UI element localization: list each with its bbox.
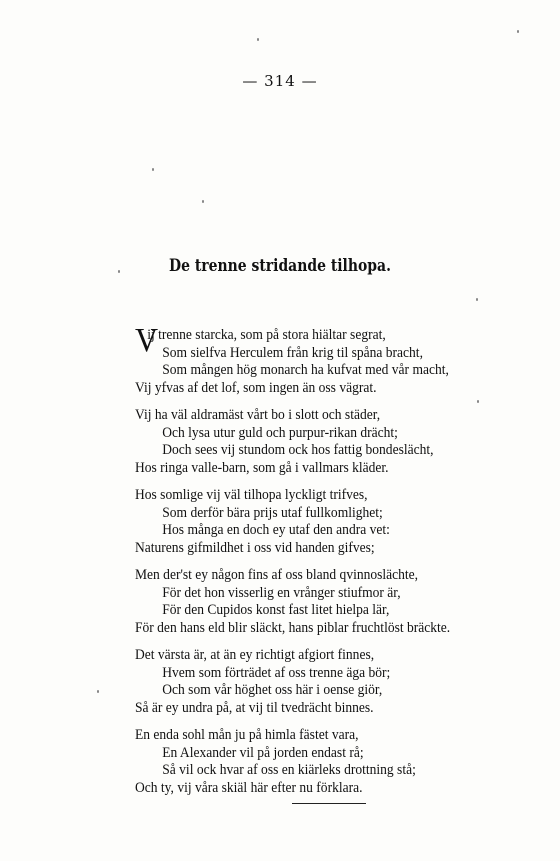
poem-line: För den hans eld blir släckt, hans piblar fruchtlöst bräckte. xyxy=(135,619,451,636)
scan-speck xyxy=(257,38,259,41)
scan-speck xyxy=(477,400,479,403)
scan-speck xyxy=(517,30,519,33)
stanza xyxy=(135,647,505,717)
closing-rule xyxy=(292,803,366,804)
poem-line: Som mången hög monarch ha kufvat med vår macht, xyxy=(162,362,449,378)
poem-line: Och som vår höghet oss här i oense giör, xyxy=(162,682,383,698)
page-number: — 314 — xyxy=(242,72,318,90)
poem-line: Så vil ock hvar af oss en kiärleks drottning stå; xyxy=(162,762,416,778)
poem-body xyxy=(135,322,505,807)
poem-line: Men der'st ey någon fins af oss bland qvinnoslächte, xyxy=(135,567,419,583)
poem-line: Som derför bära prijs utaf fullkomlighet; xyxy=(162,504,383,521)
scan-speck xyxy=(202,200,204,203)
stanza xyxy=(135,727,505,797)
poem-line: Så är ey undra på, at vij til tvedrächt binnes. xyxy=(135,699,374,716)
poem-line: Hvem som förträdet af oss trenne äga bör; xyxy=(162,664,391,681)
poem-line: Som sielfva Herculem från krig til spåna bracht, xyxy=(162,344,423,361)
poem-line: Vij yfvas af det lof, som ingen än oss vägrat. xyxy=(135,379,377,396)
poem-line: Doch sees vij stundom ock hos fattig bondeslächt, xyxy=(162,442,434,458)
stanza xyxy=(135,567,505,637)
scan-speck xyxy=(97,690,99,693)
scan-speck xyxy=(118,270,120,273)
poem-line: För det hon visserlig en vrånger stiufmor är, xyxy=(162,584,401,601)
poem-line-text: ij trenne starcka, som på stora hiältar segrat, xyxy=(147,327,386,343)
stanza xyxy=(135,407,505,477)
drop-cap: V xyxy=(135,322,159,359)
poem-line: Och lysa utur guld och purpur-rikan drächt; xyxy=(162,424,398,441)
poem-line: Hos många en doch ey utaf den andra vet: xyxy=(162,522,390,538)
poem-title: De trenne stridande tilhopa. xyxy=(169,256,391,276)
poem-line: Och ty, vij våra skiäl här efter nu förklara. xyxy=(135,779,363,796)
poem-line: För den Cupidos konst fast litet hielpa lär, xyxy=(162,602,390,618)
scan-speck xyxy=(476,298,478,301)
poem-line: Hos ringa valle-barn, som gå i vallmars kläder. xyxy=(135,459,389,476)
stanza xyxy=(135,487,505,557)
poem-line: Vij ha väl aldramäst vårt bo i slott och städer, xyxy=(135,407,381,423)
poem-line: Det värsta är, at än ey richtigt afgiort finnes, xyxy=(135,647,375,663)
poem-line: En Alexander vil på jorden endast rå; xyxy=(162,744,364,761)
stanza xyxy=(135,322,505,397)
scan-speck xyxy=(152,168,154,171)
poem-line: Hos somlige vij väl tilhopa lyckligt trifves, xyxy=(135,487,368,503)
poem-line: En enda sohl mån ju på himla fästet vara, xyxy=(135,727,359,743)
poem-line: Naturens gifmildhet i oss vid handen gifves; xyxy=(135,539,375,556)
